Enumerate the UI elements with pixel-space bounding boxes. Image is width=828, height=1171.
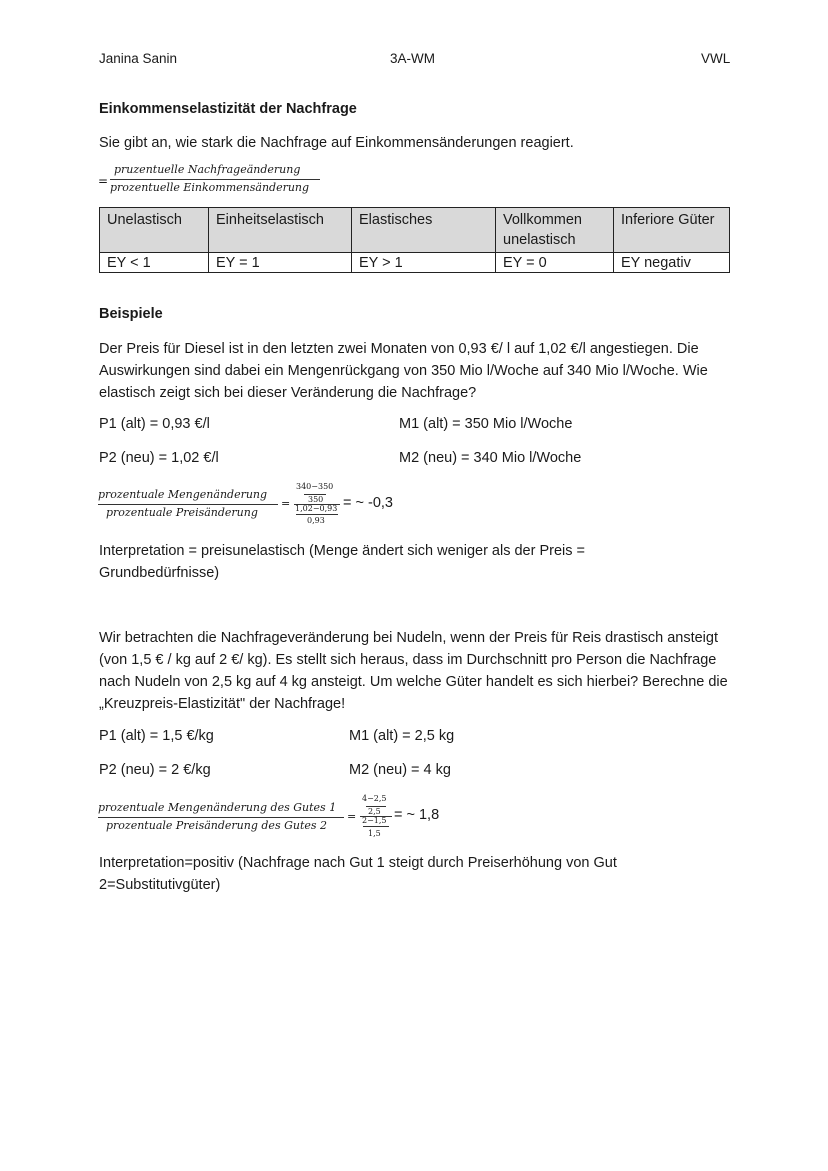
formula-result: = ~ 1,8 [394,807,440,823]
header-subject: VWL [701,51,731,66]
example2-interpretation: Interpretation=positiv (Nachfrage nach Gut 1 steigt durch Preiserhöhung von Gut 2=Substitutivgüter) [99,855,617,893]
example1-p2: P2 (neu) = 1,02 €/l [99,450,219,466]
example1-m2: M2 (neu) = 340 Mio l/Woche [399,450,582,466]
fraction-bar [296,514,338,515]
formula-bottom-numerator: 2−1,5 [362,816,387,825]
examples-title: Beispiele [99,306,163,322]
fraction-bar [110,179,320,180]
example1-text: Der Preis für Diesel ist in den letzten zwei Monaten von 0,93 €/ l auf 1,02 €/l angestiegen. Die Auswirkungen sind dabei ein Mengenrückgang von 350 Mio l/Woche auf 340 Mio l/Woche. Wie elastisch zeigt sich bei dieser Veränderung die Nachfrage? [99,341,708,401]
example2-m2: M2 (neu) = 4 kg [349,762,451,778]
formula-denominator: prozentuelle Einkommensänderung [110,181,310,194]
example2-p1: P1 (alt) = 1,5 €/kg [99,728,214,744]
formula-top-numerator: 340−350 [296,482,334,491]
table-cell: EY negativ [614,253,730,273]
formula-top-numerator: 4−2,5 [362,794,387,803]
formula-numerator: prozentuale Mengenänderung [98,488,268,501]
table-header-cell: Elastisches [352,208,496,253]
section-intro: Sie gibt an, wie stark die Nachfrage auf Einkommensänderungen reagiert. [99,135,574,151]
section-title: Einkommenselastizität der Nachfrage [99,101,357,117]
formula-equals: = [347,810,357,823]
formula-top-denominator: 2,5 [368,807,381,816]
formula-equals: = [98,174,109,188]
example1-p1: P1 (alt) = 0,93 €/l [99,416,210,432]
formula-numerator: prozentuale Mengenänderung des Gutes 1 [98,801,337,814]
table-cell: EY = 0 [496,253,614,273]
fraction-bar [98,504,278,505]
table-row [100,253,730,273]
table-header-row [100,208,730,253]
formula-denominator: prozentuale Preisänderung [106,506,258,519]
example2-text: Wir betrachten die Nachfrageveränderung bei Nudeln, wenn der Preis für Reis drastisch ansteigt (von 1,5 € / kg auf 2 €/ kg). Es stellt sich heraus, dass im Durchschnitt pro Person die Nachfrage nach Nudeln von 2,5 kg auf 4 kg ansteigt. Um welche Güter handelt es sich hierbei? Berechne die „Kreuzpreis-Elastizität" der Nachfrage! [99,630,728,712]
fraction-bar [98,817,344,818]
fraction-bar [363,826,389,827]
formula-denominator: prozentuale Preisänderung des Gutes 2 [106,819,328,832]
formula-equals: = [281,497,291,510]
table-cell: EY < 1 [100,253,209,273]
header-class: 3A-WM [390,51,435,66]
formula-bottom-denominator: 0,93 [307,516,325,525]
table-cell: EY > 1 [352,253,496,273]
example2-formula [98,792,458,842]
formula-bottom-numerator: 1,02−0,93 [295,504,338,513]
example1-m1: M1 (alt) = 350 Mio l/Woche [399,416,573,432]
table-header-cell: Vollkommen unelastisch [496,208,614,253]
formula-result: = ~ -0,3 [343,495,393,511]
table-header-cell: Einheitselastisch [209,208,352,253]
elasticity-table [99,207,730,273]
example2-m1: M1 (alt) = 2,5 kg [349,728,455,744]
table-cell: EY = 1 [209,253,352,273]
example2-p2: P2 (neu) = 2 €/kg [99,762,211,778]
table-header-cell: Inferiore Güter [614,208,730,253]
formula-top-denominator: 350 [308,495,324,504]
formula-numerator: pruzentuelle Nachfrageänderung [114,163,301,176]
header-author: Janina Sanin [99,51,178,66]
formula-bottom-denominator: 1,5 [368,829,381,838]
example1-interpretation: Interpretation = preisunelastisch (Menge ändert sich weniger als der Preis = Grundbedürfnisse) [99,543,586,581]
table-header-cell: Unelastisch [100,208,209,253]
example1-formula [98,480,418,530]
